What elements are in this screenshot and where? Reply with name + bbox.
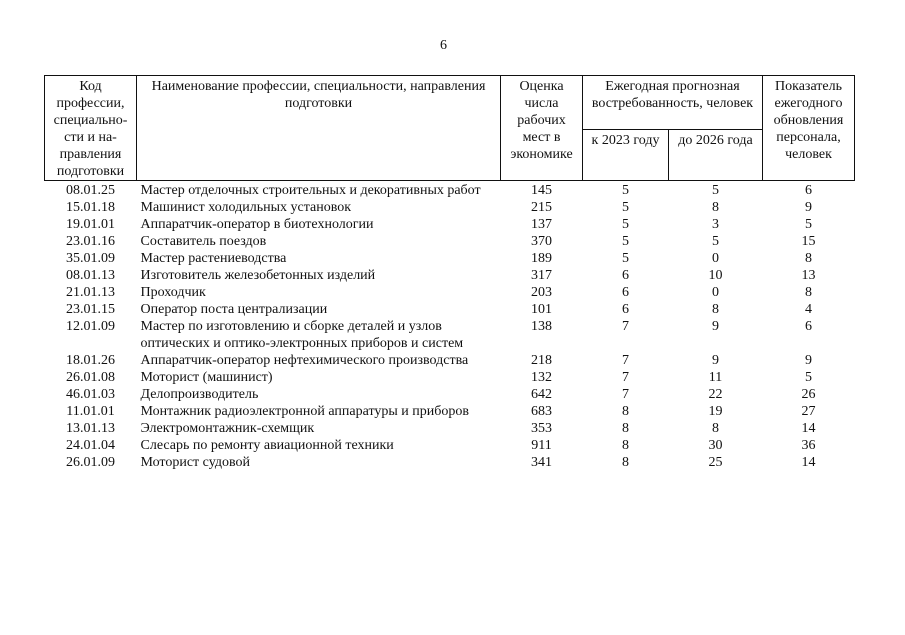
cell-name: Машинист холодильных установок (140, 200, 352, 215)
table-row (45, 318, 855, 352)
table-row (45, 301, 855, 318)
cell-code: 08.01.13 (66, 268, 115, 283)
cell-demand-2026: 9 (712, 319, 719, 334)
cell-demand-2026: 5 (712, 234, 719, 249)
cell-renewal: 9 (805, 200, 812, 215)
header-code: Код профессии, специально-сти и на-правления подготовки (45, 76, 137, 181)
cell-demand-2023: 6 (622, 285, 629, 300)
cell-renewal: 26 (801, 387, 816, 402)
cell-estimate: 138 (531, 319, 552, 334)
cell-code: 26.01.09 (66, 455, 115, 470)
cell-renewal: 13 (801, 268, 816, 283)
cell-code: 11.01.01 (66, 404, 115, 419)
cell-name: Монтажник радиоэлектронной аппаратуры и приборов (140, 404, 470, 419)
cell-demand-2023: 6 (622, 268, 629, 283)
header-renewal: Показатель ежегодного обновления персонала, человек (763, 76, 855, 181)
cell-name: Проходчик (140, 285, 206, 300)
cell-demand-2023: 5 (622, 183, 629, 198)
cell-code: 24.01.04 (66, 438, 115, 453)
header-estimate: Оценка числа рабочих мест в экономике (501, 76, 583, 181)
cell-demand-2023: 7 (622, 370, 629, 385)
professions-table (44, 75, 855, 471)
cell-name: Моторист судовой (140, 455, 250, 470)
table-row (45, 267, 855, 284)
cell-code: 26.01.08 (66, 370, 115, 385)
cell-demand-2026: 8 (712, 302, 719, 317)
cell-renewal: 15 (801, 234, 816, 249)
cell-name: Аппаратчик-оператор в биотехнологии (140, 217, 374, 232)
cell-demand-2026: 0 (712, 285, 719, 300)
cell-renewal: 27 (801, 404, 816, 419)
cell-estimate: 189 (531, 251, 552, 266)
cell-demand-2026: 19 (708, 404, 723, 419)
cell-renewal: 36 (801, 438, 816, 453)
header-demand-group: Ежегодная прогнозная востребованность, человек (583, 76, 763, 130)
cell-code: 13.01.13 (66, 421, 115, 436)
cell-name: Мастер по изготовлению и сборке деталей и узлов оптических и оптико-электронных приборов и систем (140, 319, 464, 351)
cell-code: 21.01.13 (66, 285, 115, 300)
cell-estimate: 203 (531, 285, 552, 300)
cell-demand-2026: 8 (712, 200, 719, 215)
table-row (45, 437, 855, 454)
cell-demand-2023: 7 (622, 387, 629, 402)
table-row (45, 233, 855, 250)
cell-estimate: 683 (531, 404, 552, 419)
cell-estimate: 145 (531, 183, 552, 198)
table-header (45, 76, 855, 181)
cell-name: Аппаратчик-оператор нефтехимического производства (140, 353, 469, 368)
cell-demand-2026: 22 (708, 387, 723, 402)
cell-demand-2023: 5 (622, 200, 629, 215)
table-row (45, 216, 855, 233)
cell-estimate: 353 (531, 421, 552, 436)
cell-demand-2026: 5 (712, 183, 719, 198)
cell-demand-2023: 5 (622, 251, 629, 266)
cell-estimate: 341 (531, 455, 552, 470)
cell-code: 35.01.09 (66, 251, 115, 266)
cell-name: Изготовитель железобетонных изделий (140, 268, 376, 283)
cell-renewal: 14 (801, 455, 816, 470)
cell-demand-2023: 5 (622, 234, 629, 249)
cell-demand-2023: 8 (622, 438, 629, 453)
header-demand-2023: к 2023 году (583, 130, 669, 181)
cell-demand-2023: 8 (622, 421, 629, 436)
cell-estimate: 911 (531, 438, 552, 453)
cell-renewal: 8 (805, 285, 812, 300)
cell-code: 15.01.18 (66, 200, 115, 215)
page-number: 6 (440, 38, 447, 53)
cell-demand-2026: 8 (712, 421, 719, 436)
table-row (45, 369, 855, 386)
cell-estimate: 370 (531, 234, 552, 249)
cell-name: Делопроизводитель (140, 387, 259, 402)
cell-demand-2023: 8 (622, 404, 629, 419)
cell-demand-2023: 5 (622, 217, 629, 232)
cell-code: 12.01.09 (66, 319, 115, 334)
cell-estimate: 215 (531, 200, 552, 215)
cell-name: Электромонтажник-схемщик (140, 421, 315, 436)
cell-estimate: 101 (531, 302, 552, 317)
cell-code: 23.01.15 (66, 302, 115, 317)
cell-renewal: 14 (801, 421, 816, 436)
cell-demand-2026: 9 (712, 353, 719, 368)
table-row (45, 352, 855, 369)
cell-renewal: 4 (805, 302, 812, 317)
cell-demand-2023: 8 (622, 455, 629, 470)
cell-code: 46.01.03 (66, 387, 115, 402)
cell-name: Составитель поездов (140, 234, 267, 249)
cell-demand-2026: 10 (708, 268, 723, 283)
cell-demand-2026: 30 (708, 438, 723, 453)
cell-code: 08.01.25 (66, 183, 115, 198)
table-row (45, 199, 855, 216)
cell-demand-2026: 25 (708, 455, 723, 470)
table-row (45, 386, 855, 403)
table-row (45, 250, 855, 267)
header-demand-2026: до 2026 года (669, 130, 763, 181)
cell-name: Слесарь по ремонту авиационной техники (140, 438, 394, 453)
cell-demand-2026: 3 (712, 217, 719, 232)
cell-estimate: 137 (531, 217, 552, 232)
table-row (45, 454, 855, 471)
cell-code: 23.01.16 (66, 234, 115, 249)
cell-estimate: 317 (531, 268, 552, 283)
table-row (45, 284, 855, 301)
cell-renewal: 5 (805, 217, 812, 232)
cell-renewal: 6 (805, 183, 812, 198)
table-body (45, 181, 855, 472)
cell-renewal: 6 (805, 319, 812, 334)
cell-renewal: 8 (805, 251, 812, 266)
cell-estimate: 218 (531, 353, 552, 368)
cell-name: Мастер отделочных строительных и декоративных работ (140, 183, 481, 198)
cell-demand-2023: 7 (622, 353, 629, 368)
header-name: Наименование профессии, специальности, направления подготовки (137, 76, 501, 181)
cell-name: Оператор поста централизации (140, 302, 328, 317)
table-row (45, 403, 855, 420)
cell-demand-2023: 6 (622, 302, 629, 317)
cell-demand-2026: 11 (708, 370, 723, 385)
cell-demand-2026: 0 (712, 251, 719, 266)
table-row (45, 181, 855, 200)
cell-estimate: 132 (531, 370, 552, 385)
cell-name: Мастер растениеводства (140, 251, 287, 266)
table-row (45, 420, 855, 437)
cell-renewal: 9 (805, 353, 812, 368)
cell-demand-2023: 7 (622, 319, 629, 334)
cell-code: 18.01.26 (66, 353, 115, 368)
cell-code: 19.01.01 (66, 217, 115, 232)
cell-estimate: 642 (531, 387, 552, 402)
cell-renewal: 5 (805, 370, 812, 385)
cell-name: Моторист (машинист) (140, 370, 273, 385)
